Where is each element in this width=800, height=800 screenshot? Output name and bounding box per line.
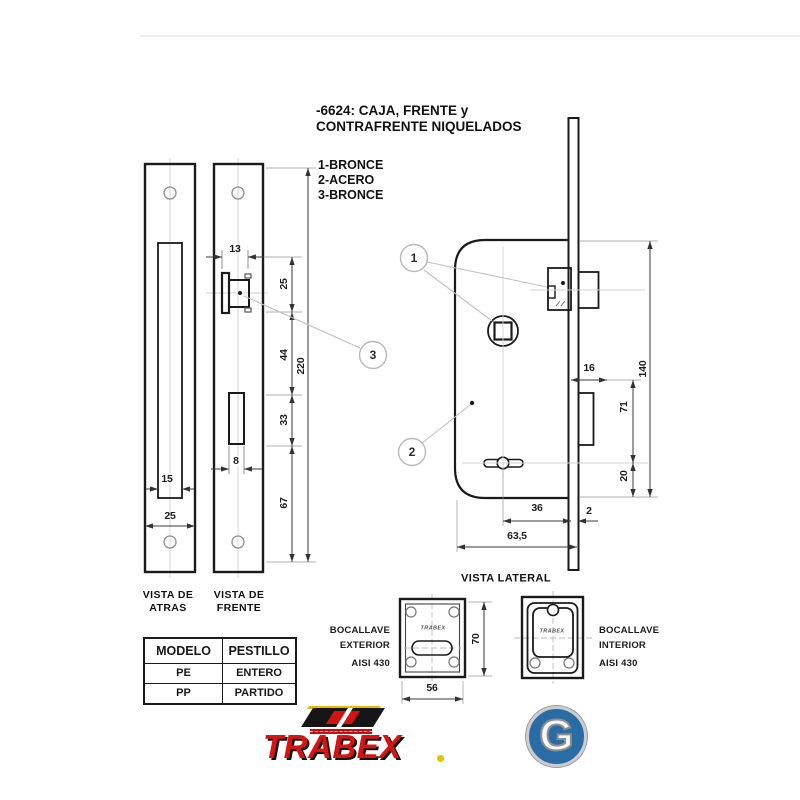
frente-dimension-chain [264,168,316,562]
drawing-title-line2: CONTRAFRENTE NIQUELADOS [316,119,522,134]
dim-plate-width-25: 25 [164,509,176,522]
bocallave-interior-line3: AISI 430 [599,658,638,669]
dim-slot-width-15: 15 [161,472,173,485]
escutcheon-exterior-drawing [400,594,492,704]
callout-2: 2 [408,445,416,459]
bocallave-exterior-line3: AISI 430 [351,658,390,669]
table-row [144,684,296,705]
vista-lateral-drawing [455,118,658,570]
label-vista-frente-2: FRENTE [216,601,262,614]
callout-1: 1 [410,251,418,265]
dim-key-bottom-20: 20 [617,470,630,482]
vista-frente-drawing [206,158,268,578]
g-brand-logo [526,706,587,767]
label-vista-atras-2: ATRAS [149,601,187,614]
g-letter: G [539,710,574,760]
deadbolt [579,393,594,445]
dim-slot-height-33: 33 [277,414,290,426]
dim-seg-25: 25 [277,278,290,290]
cell-pestillo-partido: PARTIDO [223,684,297,705]
label-vista-frente-1: VISTA DE [213,588,265,601]
dim-latch-width-13: 13 [229,242,241,255]
dim-body-depth-63-5: 63,5 [507,529,527,542]
dim-slot-width-8: 8 [233,454,239,467]
bocallave-exterior-line2: EXTERIOR [339,640,390,651]
dim-overall-220: 220 [294,357,307,375]
label-vista-atras-1: VISTA DE [142,588,194,601]
bocallave-interior-line2: INTERIOR [599,640,646,651]
table-row [144,664,296,684]
header-pestillo: PESTILLO [223,638,297,664]
dim-body-height-140: 140 [636,360,649,378]
faceplate [569,118,579,570]
drawing-title-line1: -6624: CAJA, FRENTE y [316,103,469,118]
trabex-dot-icon [437,755,444,762]
table-header-row [144,638,296,664]
bocallave-exterior-line1: BOCALLAVE [329,625,390,636]
trabex-wordmark: TRABEX [263,728,402,765]
model-spec-table [143,637,297,705]
cell-pestillo-entero: ENTERO [223,664,297,684]
dim-face-thickness-2: 2 [586,504,592,517]
dim-key-face-36: 36 [531,501,543,514]
label-vista-lateral: VISTA LATERAL [461,572,551,585]
bocallave-interior-line1: BOCALLAVE [599,625,660,636]
dim-spindle-key-71: 71 [617,401,630,413]
cell-modelo-pe: PE [144,664,223,684]
label-bocallave-exterior [326,623,390,671]
dim-escutcheon-height-70: 70 [469,633,482,645]
trabex-logo [258,703,458,773]
label-bocallave-interior [599,623,669,671]
dim-seg-67: 67 [277,497,290,509]
dim-bolt-throw-16: 16 [583,361,595,374]
material-item-3: 3-BRONCE [318,188,384,202]
material-item-1: 1-BRONCE [318,158,384,172]
material-item-2: 2-ACERO [318,173,375,187]
cell-modelo-pp: PP [144,684,223,705]
header-modelo: MODELO [144,638,223,664]
escutcheon-interior-brand: TRABEX [539,628,565,635]
callout-3: 3 [369,348,377,362]
dim-escutcheon-width-56: 56 [426,681,438,694]
escutcheon-exterior-brand: TRABEX [420,625,446,632]
dim-seg-44: 44 [277,349,290,361]
escutcheon-interior-drawing [514,591,592,684]
